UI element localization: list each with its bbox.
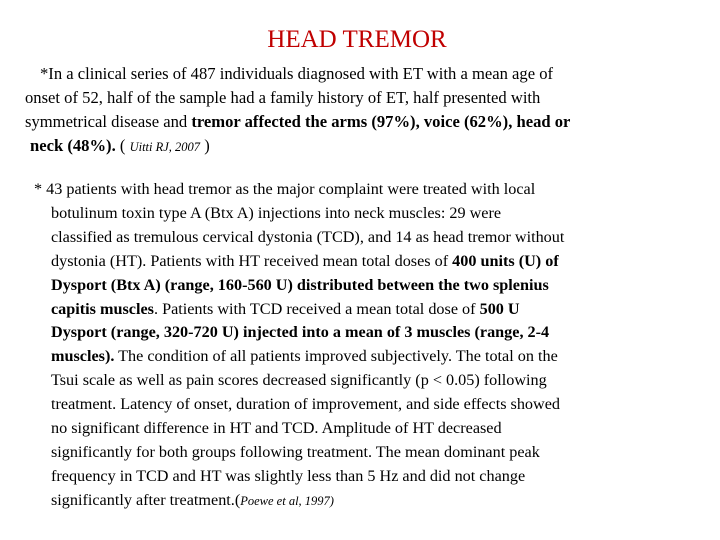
paragraph2-line8-text: The condition of all patients improved subjectively. The total on the	[114, 347, 558, 366]
paragraph2-line7	[30, 321, 700, 345]
paragraph2-line3: classified as tremulous cervical dystonia (TCD), and 14 as head tremor without	[51, 227, 565, 246]
paragraph2-line13: frequency in TCD and HT was slightly less than 5 Hz and did not change	[51, 466, 526, 485]
paragraph1-line4-close: )	[200, 136, 210, 155]
paragraph1-line1: *In a clinical series of 487 individuals diagnosed with ET with a mean age of	[40, 64, 554, 83]
paragraph2-line9: Tsui scale as well as pain scores decreased significantly (p < 0.05) following	[51, 371, 547, 390]
paragraph2-line5-bold: Dysport (Btx A) (range, 160-560 U) distributed between the two splenius	[51, 275, 549, 294]
paragraph2-line11: no significant difference in HT and TCD. Amplitude of HT decreased	[51, 419, 502, 438]
paragraph2-line12: significantly for both groups following treatment. The mean dominant peak	[51, 442, 540, 461]
paragraph2-line8	[30, 345, 700, 369]
paragraph2-line8-bold: muscles).	[51, 347, 115, 366]
paragraph2-line6	[30, 298, 700, 322]
paragraph1-line3-bold: tremor affected the arms (97%), voice (62%), head or	[191, 112, 571, 131]
paragraph1-line4-open: (	[115, 136, 130, 155]
paragraph1-line2: onset of 52, half of the sample had a family history of ET, half presented with	[25, 88, 541, 107]
paragraph2-line7-bold: Dysport (range, 320-720 U) injected into a mean of 3 muscles (range, 2-4	[51, 323, 550, 342]
paragraph1-line4-bold: neck (48%).	[30, 136, 116, 155]
paragraph2-line5	[30, 274, 700, 298]
paragraph2-line4-bold: 400 units (U) of	[452, 251, 559, 270]
paragraph2-line14	[30, 489, 700, 514]
citation-poewe: Poewe et al, 1997)	[240, 493, 334, 508]
paragraph2-line14-text: significantly after treatment.(	[51, 490, 241, 509]
paragraph2-line2: botulinum toxin type A (Btx A) injections into neck muscles: 29 were	[51, 203, 502, 222]
paragraph2-line10: treatment. Latency of onset, duration of improvement, and side effects showed	[51, 395, 560, 414]
paragraph1-line3-text: symmetrical disease and	[25, 112, 192, 131]
slide-title: HEAD TREMOR	[267, 26, 447, 53]
paragraph2-line6-text: . Patients with TCD received a mean total dose of	[153, 299, 480, 318]
paragraph2-line4	[30, 250, 700, 274]
paragraph1-line3	[25, 110, 695, 134]
paragraph2-line1: * 43 patients with head tremor as the major complaint were treated with local	[34, 180, 536, 198]
paragraph2-line6-bold: capitis muscles	[51, 299, 154, 318]
paragraph2-line6-bold2: 500 U	[479, 299, 520, 318]
paragraph-clinical-series	[25, 62, 695, 159]
paragraph-botulinum-study	[30, 178, 700, 514]
citation-uitti: Uitti RJ, 2007	[129, 140, 201, 154]
paragraph2-line4-text: dystonia (HT). Patients with HT received mean total doses of	[51, 251, 453, 270]
paragraph1-line4	[25, 134, 695, 159]
